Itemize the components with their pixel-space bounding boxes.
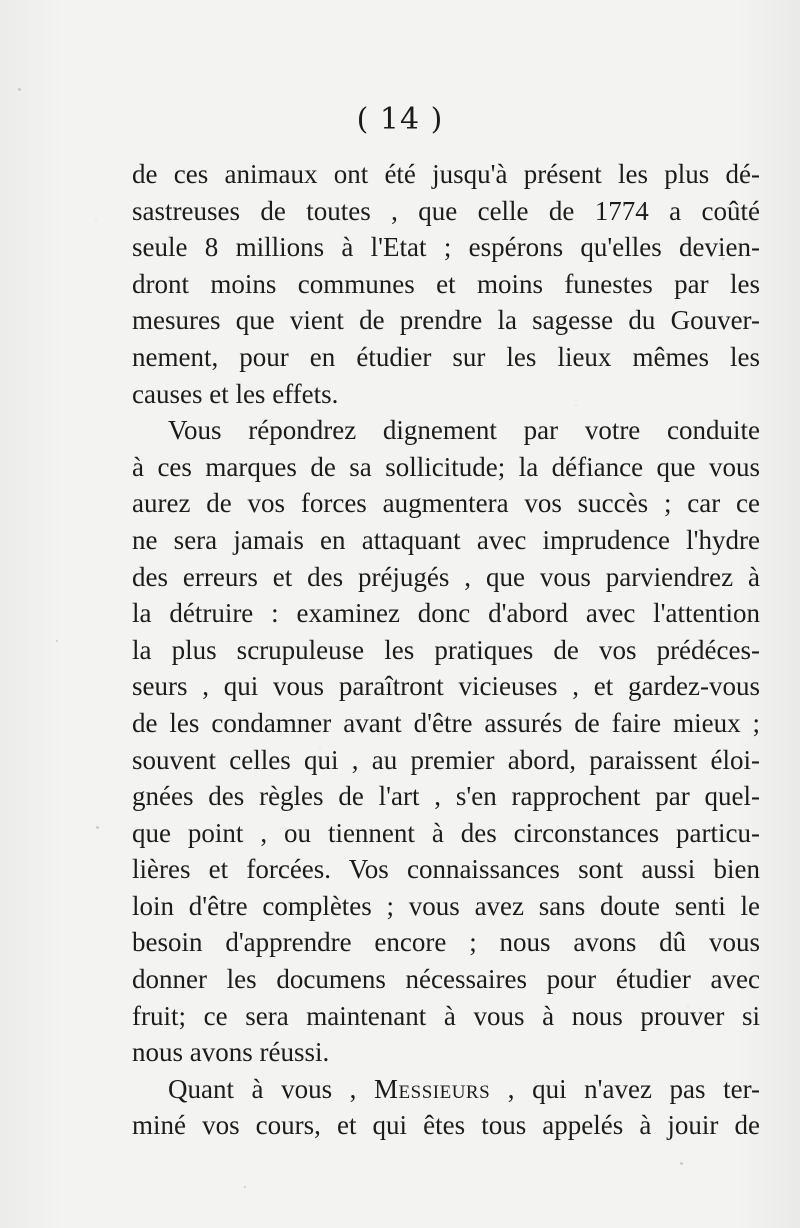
text-line: à ces marques de sa sollicitude; la défiance que vous [132, 451, 760, 482]
text-line: souvent celles qui , au premier abord, paraissent éloi- [132, 744, 760, 775]
text-line: de ces animaux ont été jusqu'à présent les plus dé- [132, 159, 760, 189]
text-fragment: Quant à vous , [168, 1073, 357, 1104]
text-line: nous avons réussi. [132, 1037, 330, 1068]
addressee-smallcaps: Messieurs [374, 1073, 491, 1104]
paper-speck [56, 640, 58, 642]
paper-speck [680, 1162, 683, 1165]
text-line: Vous répondrez dignement par votre conduite [168, 415, 760, 446]
text-line: seurs , qui vous paraîtront vicieuses , et gardez-vous [132, 671, 760, 702]
text-line: loin d'être complètes ; vous avez sans doute senti le [132, 890, 760, 921]
paper-speck [722, 258, 724, 260]
text-line: aurez de vos forces augmentera vos succès ; car ce [132, 488, 760, 519]
body-text [132, 156, 760, 1144]
text-line: seule 8 millions à l'Etat ; espérons qu'elles devien- [132, 232, 760, 263]
text-line: ne sera jamais en attaquant avec imprudence l'hydre [132, 524, 760, 555]
text-line: gnées des règles de l'art , s'en rapprochent par quel- [132, 781, 760, 812]
text-line: fruit; ce sera maintenant à vous à nous prouver si [132, 1000, 760, 1031]
text-line: miné vos cours, et qui êtes tous appelés à jouir de [132, 1110, 760, 1141]
text-line: la plus scrupuleuse les pratiques de vos prédéces- [132, 634, 760, 665]
page-number: ( 14 ) [356, 102, 444, 137]
text-fragment: , qui n'avez pas ter- [507, 1073, 761, 1104]
text-line: sastreuses de toutes , que celle de 1774 a coûté [132, 195, 760, 226]
text-line: besoin d'apprendre encore ; nous avons dû vous [132, 927, 760, 958]
text-line: nement, pour en étudier sur les lieux mêmes les [132, 341, 760, 372]
text-line: dront moins communes et moins funestes par les [132, 268, 760, 299]
paper-speck [96, 826, 99, 829]
text-line: donner les documens nécessaires pour étudier avec [132, 964, 760, 995]
text-line: la détruire : examinez donc d'abord avec l'attention [132, 598, 760, 629]
text-line: de les condamner avant d'être assurés de faire mieux ; [132, 707, 760, 738]
text-line: des erreurs et des préjugés , que vous parviendrez à [132, 561, 760, 592]
text-line: causes et les effets. [132, 378, 339, 409]
text-line [132, 1071, 760, 1108]
paper-speck [244, 1186, 246, 1188]
text-line: lières et forcées. Vos connaissances sont aussi bien [132, 854, 760, 885]
text-line: que point , ou tiennent à des circonstances particu- [132, 817, 760, 848]
text-line: mesures que vient de prendre la sagesse du Gouver- [132, 305, 760, 336]
paper-speck [18, 88, 21, 91]
